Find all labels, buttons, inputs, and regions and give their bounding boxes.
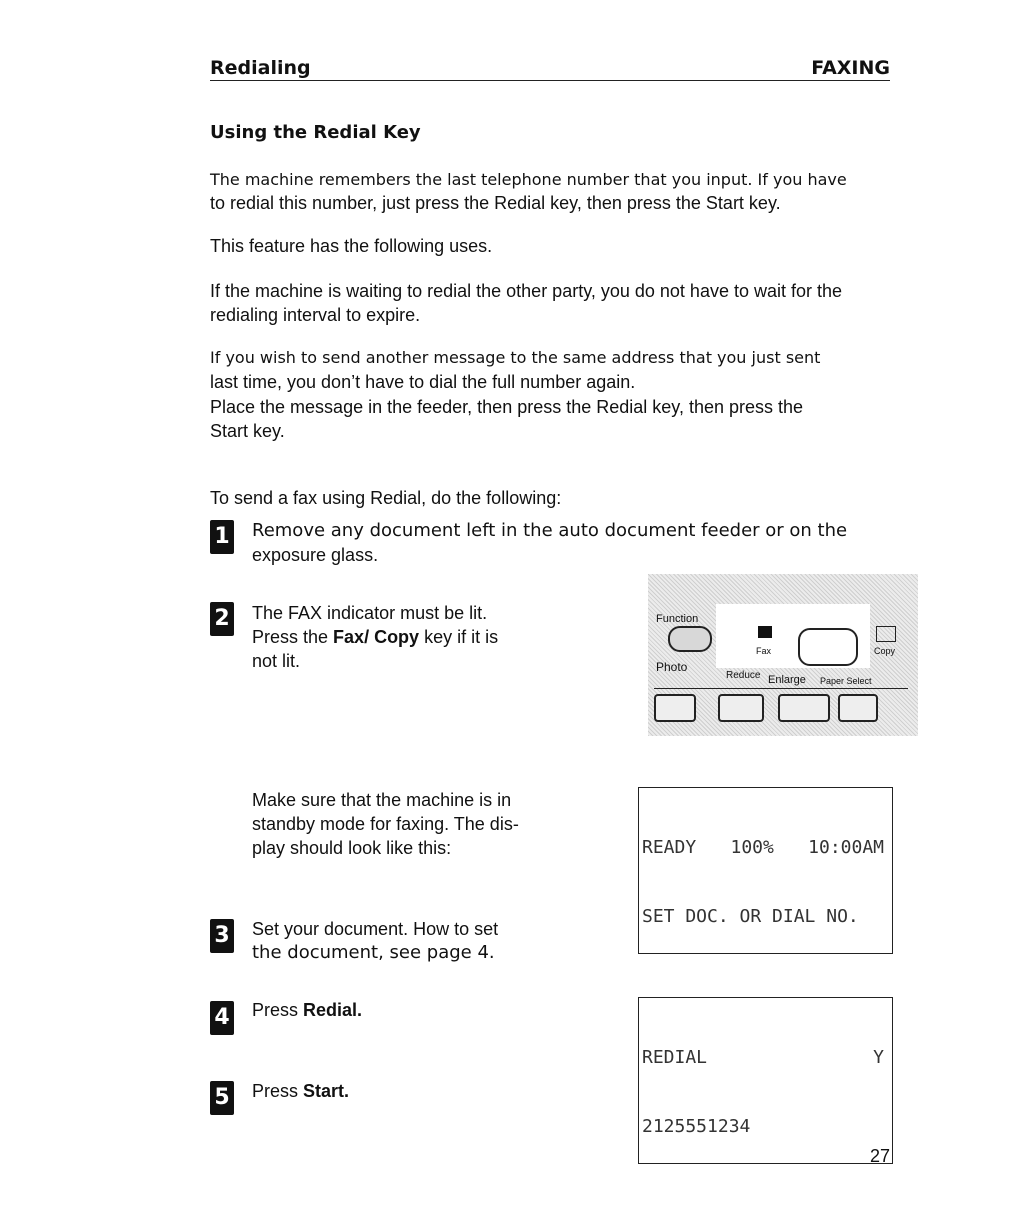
paragraph-use1-line1: If the machine is waiting to redial the other party, you do not have to wait for the	[210, 281, 843, 301]
paragraph-use2-line3: Place the message in the feeder, then press the Redial key, then press the	[210, 397, 804, 417]
step-2-line2	[252, 625, 498, 649]
photo-key	[654, 694, 696, 722]
step-5-number: 5	[210, 1081, 234, 1115]
redial-key-label: Redial.	[303, 1000, 363, 1020]
copy-indicator-lamp	[876, 626, 896, 642]
panel-divider	[654, 688, 908, 689]
step-3-number: 3	[210, 919, 234, 953]
panel-fax-label: Fax	[756, 646, 772, 656]
step-2-line2-post: key if it is	[419, 627, 499, 647]
standby-display-row1	[642, 836, 892, 859]
paragraph-use2-line1: If you wish to send another message to the same address that you just sent	[210, 348, 821, 367]
enlarge-key	[778, 694, 830, 722]
step-2-line2-pre: Press the	[252, 627, 334, 647]
step-1-line1: Remove any document left in the auto document feeder or on the	[252, 520, 848, 541]
display-time-text: 10:00AM	[808, 837, 884, 858]
step-3-line1: Set your document. How to set	[252, 919, 499, 939]
step-4-text	[252, 998, 362, 1022]
paragraph-use2-line2: last time, you don’t have to dial the full number again.	[210, 372, 636, 392]
standby-note-line1: Make sure that the machine is in	[252, 790, 512, 810]
display-instruction-text: SET DOC. OR DIAL NO.	[642, 906, 859, 927]
step-1-line2: exposure glass.	[252, 545, 379, 565]
standby-note-line2: standby mode for faxing. The dis-	[252, 814, 519, 834]
paragraph-use1-line2: redialing interval to expire.	[210, 305, 421, 325]
display-ready-text: READY	[642, 837, 697, 858]
display-zoom-text: 100%	[730, 837, 774, 858]
panel-function-label: Function	[656, 613, 699, 625]
header-section-title: Redialing	[210, 57, 311, 79]
step-3-line2: the document, see page 4.	[252, 942, 495, 963]
step-2-number: 2	[210, 602, 234, 636]
control-panel-illustration	[648, 574, 918, 736]
page-number: 27	[869, 1146, 890, 1166]
step-4-pre: Press	[252, 1000, 304, 1020]
fax-copy-key	[798, 628, 858, 666]
paragraph-use2-line4: Start key.	[210, 421, 285, 441]
paragraph-intro-line2: to redial this number, just press the Redial key, then press the Start key.	[210, 193, 781, 213]
paragraph-uses: This feature has the following uses.	[210, 236, 493, 256]
display-number-text: 2125551234	[642, 1116, 751, 1137]
fax-indicator-lamp	[758, 626, 772, 638]
panel-photo-label: Photo	[656, 660, 688, 674]
redial-display	[638, 997, 893, 1164]
fax-copy-key-label: Fax/ Copy	[333, 627, 420, 647]
paper-select-key	[838, 694, 878, 722]
header-chapter-title: FAXING	[811, 57, 890, 79]
panel-enlarge-label: Enlarge	[768, 674, 806, 686]
display-redial-text: REDIAL	[642, 1047, 708, 1068]
function-key	[668, 626, 712, 652]
paragraph-intro-line1: The machine remembers the last telephone number that you input. If you have	[210, 170, 847, 189]
header-rule	[210, 80, 890, 81]
panel-copy-label: Copy	[874, 646, 896, 656]
paragraph-procedure-intro: To send a fax using Redial, do the following:	[210, 488, 562, 508]
section-heading: Using the Redial Key	[210, 122, 421, 143]
start-key-label: Start.	[303, 1081, 350, 1101]
panel-paper-select-label: Paper Select	[820, 676, 872, 686]
panel-reduce-label: Reduce	[726, 670, 761, 681]
step-5-pre: Press	[252, 1081, 304, 1101]
step-4-number: 4	[210, 1001, 234, 1035]
step-1-number: 1	[210, 520, 234, 554]
standby-note-line3: play should look like this:	[252, 838, 452, 858]
standby-display	[638, 787, 893, 954]
redial-display-row1	[642, 1046, 892, 1069]
step-2-line1: The FAX indicator must be lit.	[252, 603, 488, 623]
reduce-key	[718, 694, 764, 722]
step-2-line3: not lit.	[252, 651, 301, 671]
display-y-text: Y	[873, 1047, 884, 1068]
step-5-text	[252, 1079, 349, 1103]
